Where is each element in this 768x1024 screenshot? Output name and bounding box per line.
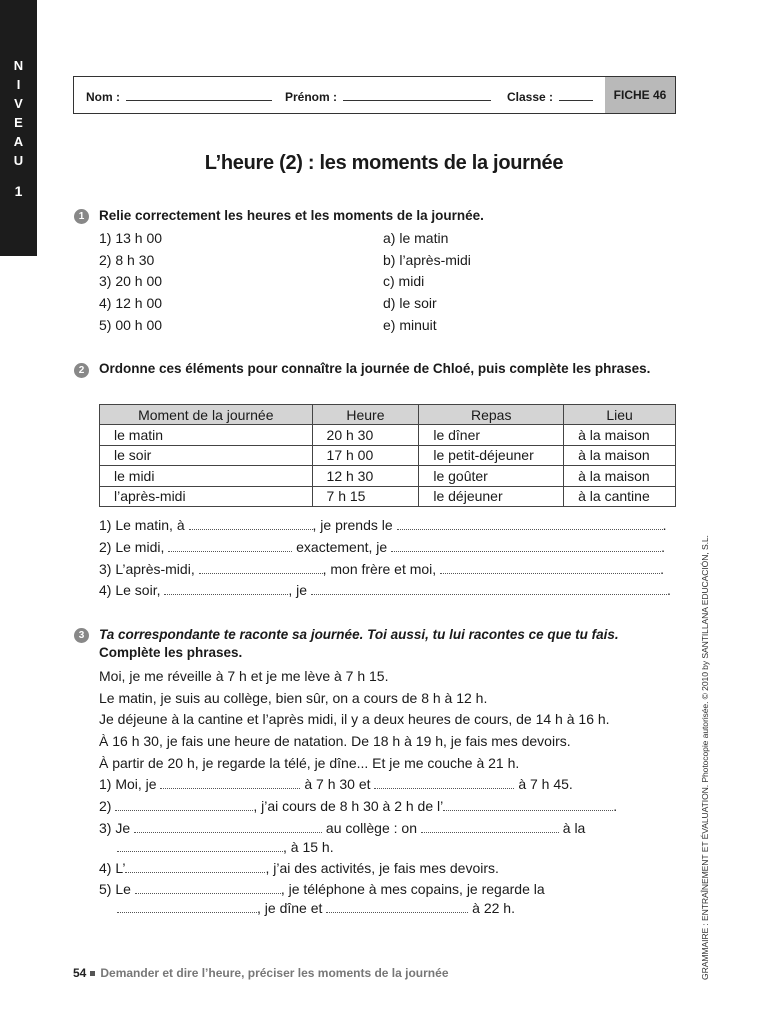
blank-field[interactable] [117,839,283,852]
table-cell: le midi [100,466,313,487]
text-line: Je déjeune à la cantine et l’après midi, il y a deux heures de cours, de 14 h à 16 h. [99,711,610,728]
sentence-text: 2) Le midi, [99,539,165,555]
sentence-text: 4) L’ [99,860,126,876]
ex3-correspondent-text [99,666,610,775]
blank-field[interactable] [134,820,322,833]
table-cell: le petit-déjeuner [419,445,564,466]
table-cell: à la maison [564,466,676,487]
level-number: 1 [14,183,23,199]
sentence-text: , je dîne et [257,900,323,916]
exercise-1-number: 1 [74,209,89,224]
fiche-badge: FICHE 46 [605,77,675,113]
ex2-sentence-3 [99,561,664,577]
list-item: 2) 8 h 30 [99,251,155,268]
sentence-text: . [613,798,618,814]
exercise-1-moments [383,228,471,337]
ex3-fill-3-cont [117,839,334,855]
blank-field[interactable] [421,820,559,833]
classe-input-line[interactable] [559,89,593,101]
table-cell: à la maison [564,445,676,466]
list-item: e) minuit [383,316,437,333]
level-band [0,0,37,256]
sentence-text: , je prends le [312,517,393,533]
page-footer [73,966,449,980]
sentence-text: , à 15 h. [283,839,334,855]
classe-label: Classe : [507,90,554,104]
ex2-sentence-2 [99,539,665,555]
prenom-input-line[interactable] [343,89,491,101]
table-row [100,486,676,507]
sentence-text: 1) Le matin, à [99,517,185,533]
blank-field[interactable] [326,900,468,913]
instruction-italic: Ta correspondante te raconte sa journée. Toi aussi, tu lui racontes ce que tu fais. [99,627,619,642]
table-header: Moment de la journée [100,405,313,425]
exercise-2-number: 2 [74,363,89,378]
chloe-day-table [99,404,676,507]
table-cell: 12 h 30 [312,466,419,487]
blank-field[interactable] [199,561,323,574]
sentence-text: . [666,582,671,598]
sentence-text: 3) L’après-midi, [99,561,195,577]
table-cell: le déjeuner [419,486,564,507]
blank-field[interactable] [115,798,253,811]
blank-field[interactable] [164,582,288,595]
sentence-text: à 7 h 45. [518,776,573,792]
list-item: b) l’après-midi [383,251,471,268]
ex3-fill-4 [99,860,499,876]
exercise-1-times [99,228,162,337]
sentence-text: , j’ai des activités, je fais mes devoirs. [265,860,499,876]
list-item: a) le matin [383,230,449,246]
student-info-box [73,76,676,114]
sentence-text: . [662,517,667,533]
text-line: À partir de 20 h, je regarde la télé, je dîne... Et je me couche à 21 h. [99,754,520,771]
exercise-2-instruction: Ordonne ces éléments pour connaître la journée de Chloé, puis complète les phrases. [99,361,651,376]
table-row [100,425,676,446]
table-cell: le soir [100,445,313,466]
page-title: L’heure (2) : les moments de la journée [204,152,564,174]
sentence-text: 5) Le [99,881,131,897]
sentence-text: 2) [99,798,112,814]
blank-field[interactable] [160,776,300,789]
table-cell: le dîner [419,425,564,446]
nom-input-line[interactable] [126,89,272,101]
blank-field[interactable] [189,517,313,530]
list-item: 5) 00 h 00 [99,316,163,333]
table-header: Heure [312,405,419,425]
ex2-sentence-4 [99,582,671,598]
blank-field[interactable] [117,900,257,913]
level-letter: U [13,153,24,168]
level-letter: I [16,77,21,92]
sentence-text: exactement, je [296,539,388,555]
table-cell: le matin [100,425,313,446]
exercise-3-instruction [99,626,677,662]
level-letter: V [14,96,23,111]
blank-field[interactable] [391,539,661,552]
ex3-fill-5-cont [117,900,515,916]
instruction-bold: Complète les phrases. [99,645,243,660]
level-letter: N [13,58,24,73]
table-cell: 17 h 00 [312,445,419,466]
blank-field[interactable] [135,881,281,894]
sentence-text: au collège : on [325,820,417,836]
footer-text: Demander et dire l’heure, préciser les moments de la journée [100,966,449,980]
text-line: Moi, je me réveille à 7 h et je me lève à 7 h 15. [99,668,389,684]
list-item: 4) 12 h 00 [99,295,163,312]
blank-field[interactable] [168,539,292,552]
table-row [100,445,676,466]
ex2-sentence-1 [99,517,666,533]
table-header-row [100,405,676,425]
sentence-text: 1) Moi, je [99,776,157,792]
sentence-text: 4) Le soir, [99,582,161,598]
table-row [100,466,676,487]
table-cell: à la cantine [564,486,676,507]
sentence-text: , j’ai cours de 8 h 30 à 2 h de l’ [253,798,444,814]
nom-field [86,89,272,104]
text-line: Le matin, je suis au collège, bien sûr, on a cours de 8 h à 12 h. [99,689,488,706]
blank-field[interactable] [125,860,265,873]
blank-field[interactable] [443,798,613,811]
blank-field[interactable] [374,776,514,789]
sentence-text: 3) Je [99,820,131,836]
sentence-text: , je téléphone à mes copains, je regarde la [280,881,545,897]
table-cell: le goûter [419,466,564,487]
classe-field [507,89,593,104]
table-header: Repas [419,405,564,425]
exercise-3-number: 3 [74,628,89,643]
sentence-text: . [661,539,665,555]
list-item: c) midi [383,273,425,290]
sentence-text: , je [288,582,308,598]
table-header: Lieu [564,405,676,425]
list-item: 1) 13 h 00 [99,230,163,246]
table-cell: 7 h 15 [312,486,419,507]
copyright-vertical: GRAMMAIRE : ENTRAÎNEMENT ET ÉVALUATION. Photocopie autorisée. © 2010 by SANTILLANA EDUCACIÓN, S.L. [700,535,710,980]
sentence-text: à 7 h 30 et [304,776,371,792]
ex3-fill-1 [99,776,573,792]
table-cell: 20 h 30 [312,425,419,446]
blank-field[interactable] [440,561,660,574]
page-number: 54 [73,966,87,980]
exercise-1-instruction: Relie correctement les heures et les moments de la journée. [99,208,484,223]
sentence-text: à 22 h. [472,900,515,916]
ex3-fill-2 [99,798,617,814]
table-cell: l’après-midi [100,486,313,507]
sentence-text: à la [562,820,586,836]
square-bullet-icon [90,971,95,976]
level-letter: E [14,115,23,130]
list-item: 3) 20 h 00 [99,273,163,290]
blank-field[interactable] [397,517,663,530]
sentence-text: , mon frère et moi, [322,561,437,577]
nom-label: Nom : [86,90,120,104]
ex3-fill-3 [99,820,585,836]
table-cell: à la maison [564,425,676,446]
prenom-label: Prénom : [285,90,338,104]
list-item: d) le soir [383,295,437,312]
ex3-fill-5 [99,881,545,897]
prenom-field [285,89,491,104]
level-letter: A [13,134,24,149]
sentence-text: . [660,561,664,577]
text-line: À 16 h 30, je fais une heure de natation. De 18 h à 19 h, je fais mes devoirs. [99,733,571,750]
blank-field[interactable] [311,582,667,595]
